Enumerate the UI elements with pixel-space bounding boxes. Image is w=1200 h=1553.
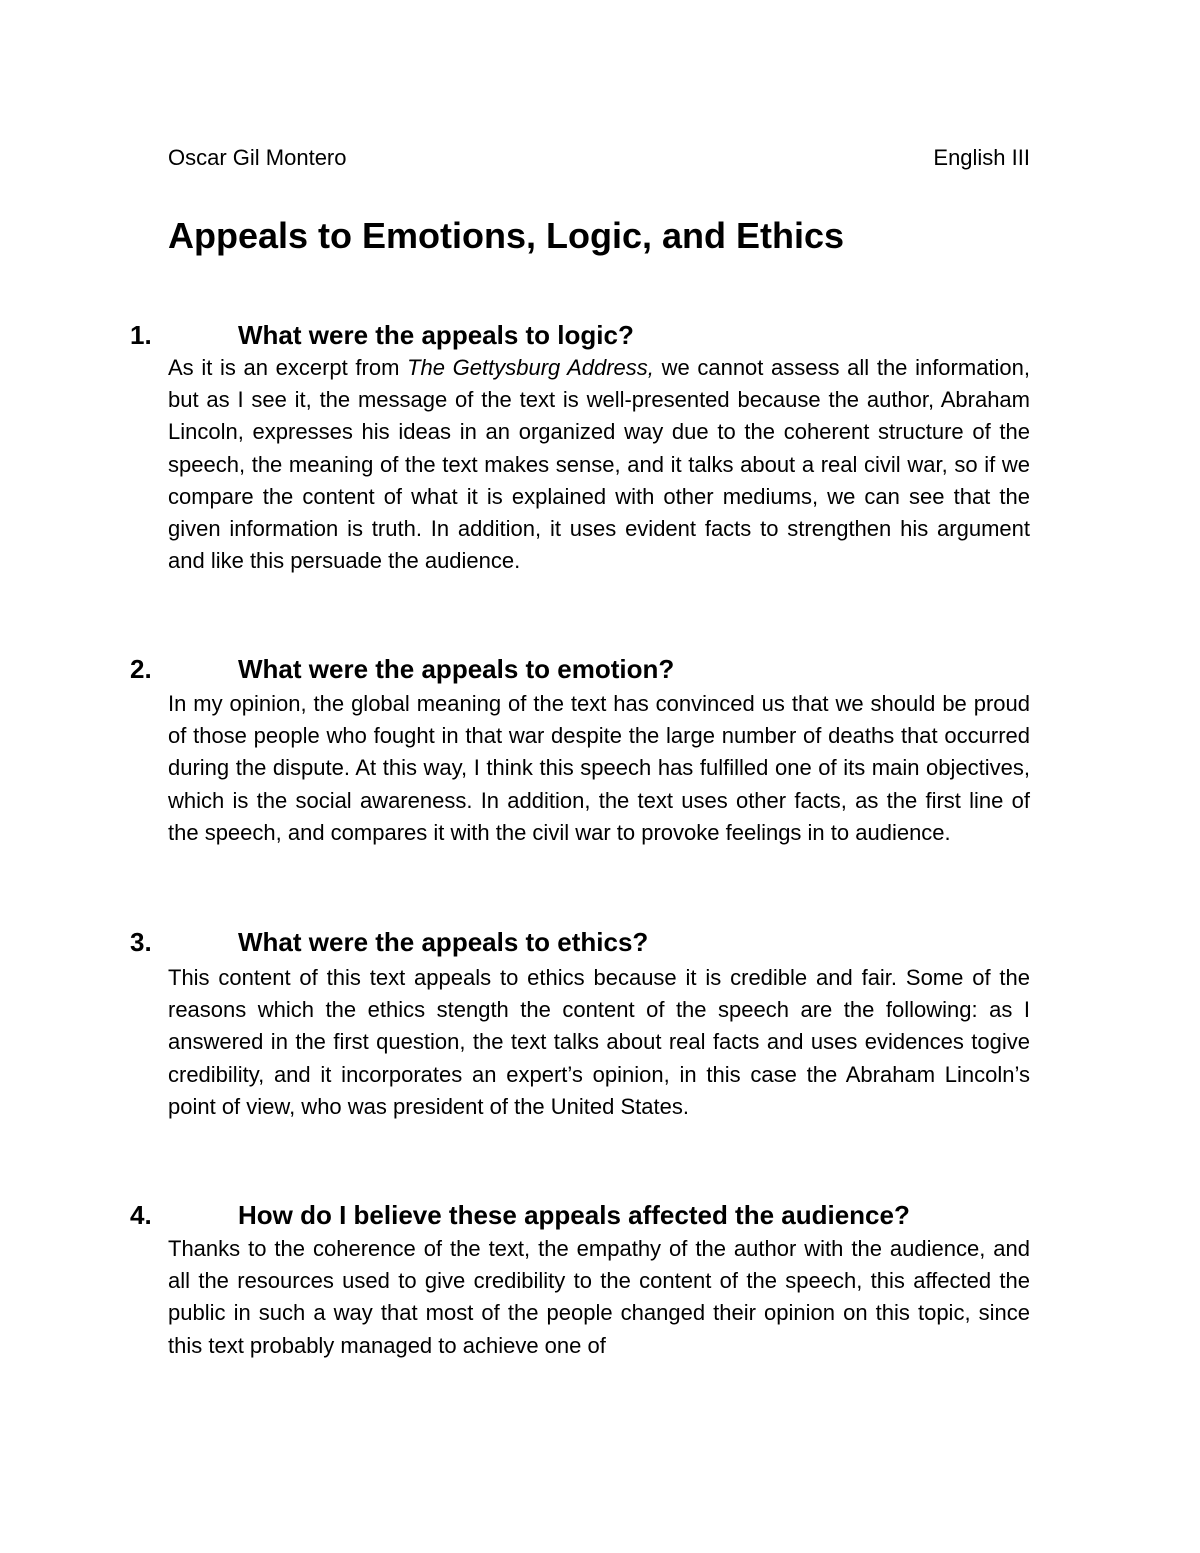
question-text: What were the appeals to emotion? (238, 654, 675, 684)
answer-text-prefix: As it is an excerpt from (168, 355, 408, 380)
question-text: What were the appeals to ethics? (238, 927, 649, 957)
question-number: 4. (130, 1200, 152, 1230)
question-3 (130, 925, 1030, 959)
question-number: 2. (130, 654, 152, 684)
answer-text-rest: we cannot assess all the information, but as I see it, the message of the text is well-presented because the author, Abraham Lincoln, expresses his ideas in an organized way due to the coherent structure of the speech, the meaning of the text makes sense, and it talks about a real civil war, so if we compare the content of what it is explained with other mediums, we can see that the given information is truth. In addition, it uses evident facts to strengthen his argument and like this persuade the audience. (168, 355, 1031, 574)
question-2 (130, 652, 1030, 686)
document-title: Appeals to Emotions, Logic, and Ethics (168, 215, 845, 256)
answer-3: This content of this text appeals to ethics because it is credible and fair. Some of the reasons which the ethics stength the content of the speech are the following: as I answered in the first question, the text talks about real facts and uses evidences togive credibility, and it incorporates an expert’s opinion, in this case the Abraham Lincoln’s point of view, who was president of the United States. (168, 965, 1030, 1119)
answer-2: In my opinion, the global meaning of the text has convinced us that we should be proud of those people who fought in that war despite the large number of deaths that occurred during the dispute. At this way, I think this speech has fulfilled one of its main objectives, which is the social awareness. In addition, the text uses other facts, as the first line of the speech, and compares it with the civil war to provoke feelings in to audience. (168, 691, 1030, 845)
question-4 (130, 1198, 1030, 1232)
question-number: 1. (130, 320, 152, 350)
document-header (168, 142, 1030, 174)
course-name: English III (933, 145, 1030, 170)
question-number: 3. (130, 927, 152, 957)
answer-4: Thanks to the coherence of the text, the empathy of the author with the audience, and all the resources used to give credibility to the content of the speech, this affected the public in such a way that most of the people changed their opinion on this topic, since this text probably managed to achieve one of (168, 1236, 1030, 1358)
question-text: What were the appeals to logic? (238, 320, 634, 350)
author-name: Oscar Gil Montero (168, 145, 347, 170)
question-text: How do I believe these appeals affected the audience? (238, 1200, 910, 1230)
answer-1 (168, 352, 1030, 577)
answer-text-italic: The Gettysburg Address, (407, 355, 654, 380)
question-1 (130, 318, 1030, 352)
